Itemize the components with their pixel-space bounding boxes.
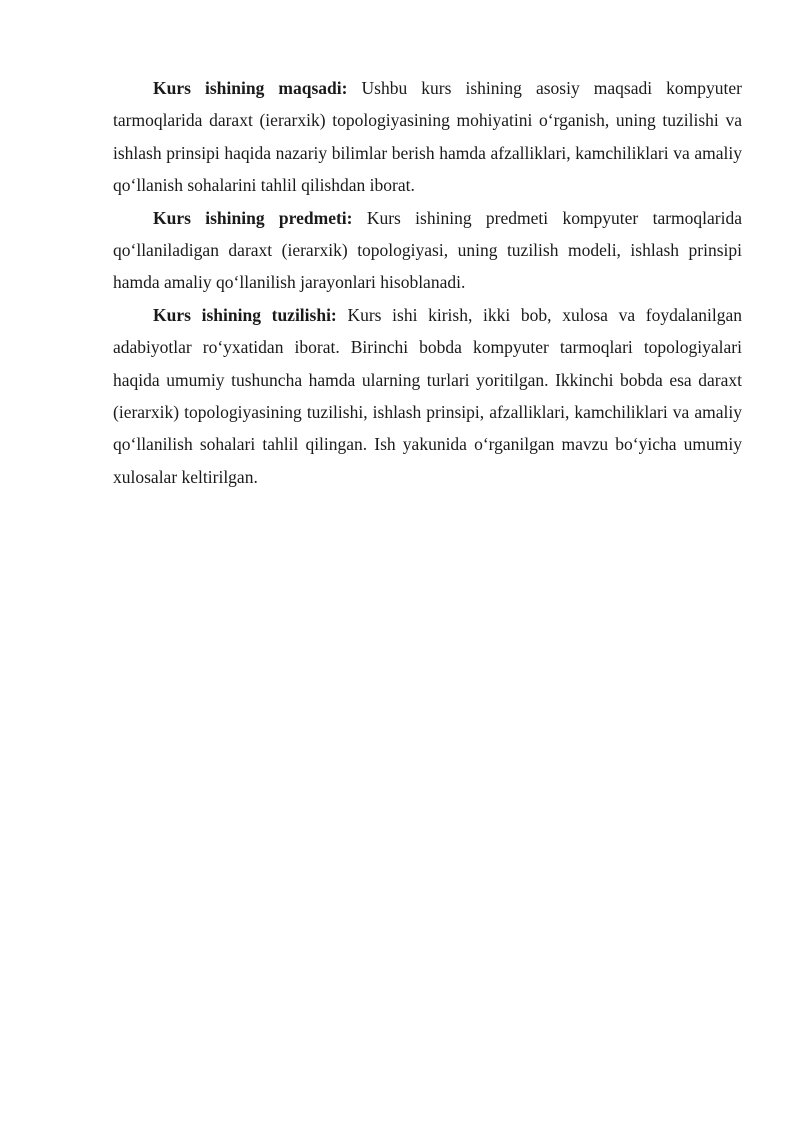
- paragraph-heading: Kurs ishining tuzilishi:: [153, 304, 337, 325]
- paragraph-tuzilishi: [113, 299, 742, 493]
- paragraph-text: Kurs ishining predmeti kompyuter tarmoqlarida qo‘llaniladigan daraxt (ierarxik) topologiyasi, uning tuzilish modeli, ishlash prinsipi hamda amaliy qo‘llanilish jarayonlari hisoblanadi.: [113, 207, 742, 293]
- paragraph-heading: Kurs ishining maqsadi:: [153, 78, 348, 98]
- document-body: [113, 72, 742, 493]
- paragraph-maqsadi: [113, 72, 742, 202]
- paragraph-predmeti: [113, 202, 742, 299]
- paragraph-heading: Kurs ishining predmeti:: [153, 207, 353, 228]
- paragraph-text: Kurs ishi kirish, ikki bob, xulosa va foydalanilgan adabiyotlar ro‘yxatidan iborat. Birinchi bobda kompyuter tarmoqlari topologiyalari haqida umumiy tushuncha hamda ularning turlari yoritilgan. Ikkinchi bobda esa daraxt (ierarxik) topologiyasining tuzilishi, ishlash prinsipi, afzalliklari, kamchiliklari va amaliy qo‘llanilish sohalari tahlil qilingan. Ish yakunida o‘rganilgan mavzu bo‘yicha umumiy xulosalar keltirilgan.: [113, 304, 742, 487]
- paragraph-text: Ushbu kurs ishining asosiy maqsadi kompyuter tarmoqlarida daraxt (ierarxik) topologiyasining mohiyatini o‘rganish, uning tuzilishi va ishlash prinsipi haqida nazariy bilimlar berish hamda afzalliklari, kamchiliklari va amaliy qo‘llanish sohalarini tahlil qilishdan iborat.: [113, 78, 743, 196]
